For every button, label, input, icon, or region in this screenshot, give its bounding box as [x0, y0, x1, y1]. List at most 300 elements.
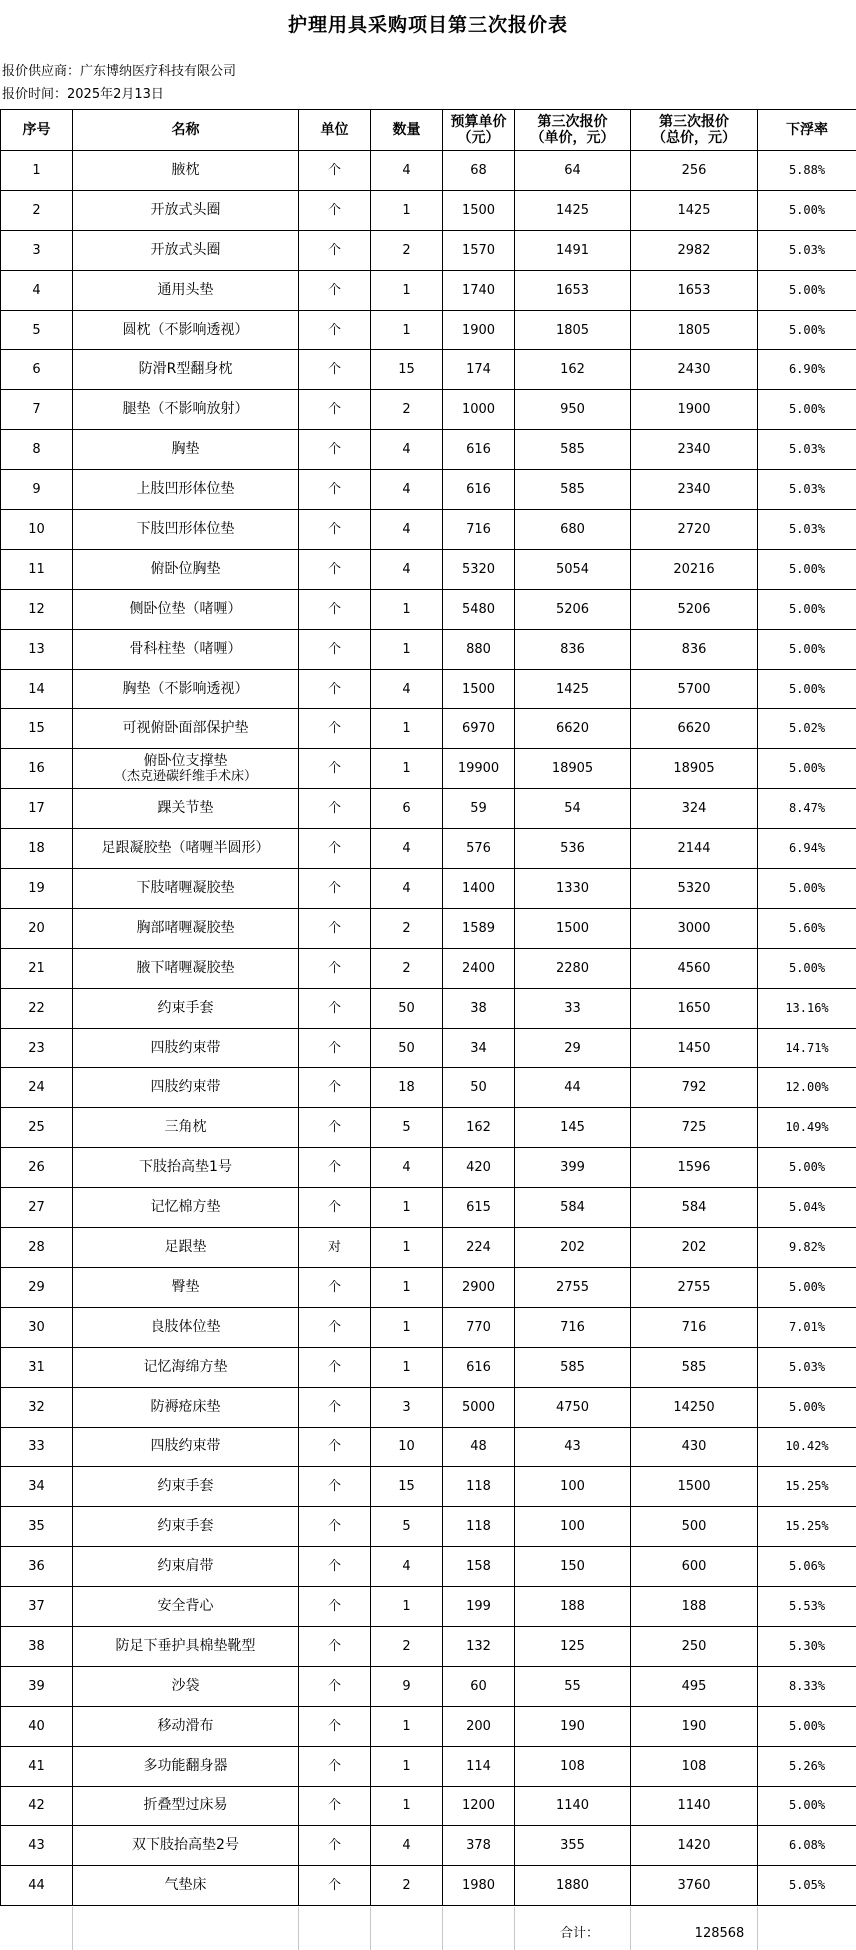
- cell-unit: 个: [299, 470, 371, 510]
- table-row: [1, 1507, 856, 1547]
- cell-name: 多功能翻身器: [73, 1746, 299, 1786]
- cell-qty: 1: [371, 1706, 443, 1746]
- cell-name: 踝关节垫: [73, 789, 299, 829]
- cell-no: 29: [1, 1267, 73, 1307]
- cell-budget-price: 576: [443, 829, 515, 869]
- table-row: [1, 1387, 856, 1427]
- table-row: [1, 390, 856, 430]
- cell-discount-rate: 5.00%: [758, 1786, 856, 1826]
- cell-third-total-price: 600: [631, 1547, 758, 1587]
- cell-qty: 4: [371, 470, 443, 510]
- cell-name: 约束手套: [73, 988, 299, 1028]
- cell-discount-rate: 5.03%: [758, 230, 856, 270]
- table-row: [1, 669, 856, 709]
- cell-no: 2: [1, 190, 73, 230]
- cell-name: 记忆海绵方垫: [73, 1347, 299, 1387]
- cell-qty: 1: [371, 1188, 443, 1228]
- cell-third-total-price: 585: [631, 1347, 758, 1387]
- cell-unit: 个: [299, 390, 371, 430]
- cell-third-unit-price: 43: [515, 1427, 631, 1467]
- cell-qty: 50: [371, 1028, 443, 1068]
- cell-no: 25: [1, 1108, 73, 1148]
- cell-qty: 1: [371, 270, 443, 310]
- cell-discount-rate: 5.00%: [758, 190, 856, 230]
- cell-discount-rate: 5.03%: [758, 510, 856, 550]
- cell-unit: 个: [299, 1028, 371, 1068]
- cell-third-total-price: 3000: [631, 908, 758, 948]
- cell-third-unit-price: 100: [515, 1467, 631, 1507]
- cell-third-unit-price: 585: [515, 1347, 631, 1387]
- table-row: [1, 549, 856, 589]
- cell-discount-rate: 15.25%: [758, 1507, 856, 1547]
- cell-no: 26: [1, 1148, 73, 1188]
- cell-budget-price: 378: [443, 1826, 515, 1866]
- cell-unit: 个: [299, 1666, 371, 1706]
- cell-unit: 个: [299, 510, 371, 550]
- cell-third-unit-price: 108: [515, 1746, 631, 1786]
- cell-qty: 10: [371, 1427, 443, 1467]
- cell-discount-rate: 6.90%: [758, 350, 856, 390]
- cell-discount-rate: 8.47%: [758, 789, 856, 829]
- cell-qty: 1: [371, 1347, 443, 1387]
- cell-third-unit-price: 584: [515, 1188, 631, 1228]
- cell-third-unit-price: 2280: [515, 948, 631, 988]
- cell-name: 开放式头圈: [73, 190, 299, 230]
- cell-name: 约束手套: [73, 1507, 299, 1547]
- cell-third-total-price: 4560: [631, 948, 758, 988]
- cell-discount-rate: 9.82%: [758, 1228, 856, 1268]
- cell-budget-price: 59: [443, 789, 515, 829]
- cell-no: 24: [1, 1068, 73, 1108]
- cell-third-unit-price: 125: [515, 1626, 631, 1666]
- cell-no: 40: [1, 1706, 73, 1746]
- cell-name: 防足下垂护具棉垫靴型: [73, 1626, 299, 1666]
- table-row: [1, 1028, 856, 1068]
- cell-qty: 18: [371, 1068, 443, 1108]
- cell-name: 通用头垫: [73, 270, 299, 310]
- cell-qty: 4: [371, 430, 443, 470]
- cell-unit: 个: [299, 230, 371, 270]
- cell-third-total-price: 1653: [631, 270, 758, 310]
- cell-no: 42: [1, 1786, 73, 1826]
- total-row-divider: [370, 1907, 371, 1950]
- cell-budget-price: 1589: [443, 908, 515, 948]
- header-label: 下浮率: [786, 122, 828, 138]
- cell-unit: 个: [299, 1387, 371, 1427]
- cell-qty: 1: [371, 310, 443, 350]
- table-row: [1, 1188, 856, 1228]
- cell-qty: 1: [371, 1746, 443, 1786]
- cell-name: 沙袋: [73, 1666, 299, 1706]
- table-row: [1, 1467, 856, 1507]
- cell-budget-price: 880: [443, 629, 515, 669]
- total-row-divider: [298, 1907, 299, 1950]
- quote-date-line: 报价时间：2025年2月13日: [2, 87, 164, 102]
- cell-no: 30: [1, 1307, 73, 1347]
- cell-no: 16: [1, 749, 73, 789]
- cell-no: 32: [1, 1387, 73, 1427]
- cell-third-unit-price: 44: [515, 1068, 631, 1108]
- cell-third-unit-price: 33: [515, 988, 631, 1028]
- cell-budget-price: 5320: [443, 549, 515, 589]
- cell-qty: 4: [371, 1547, 443, 1587]
- cell-name: 胸部啫喱凝胶垫: [73, 908, 299, 948]
- cell-unit: 个: [299, 190, 371, 230]
- cell-budget-price: 34: [443, 1028, 515, 1068]
- cell-no: 15: [1, 709, 73, 749]
- cell-unit: 个: [299, 310, 371, 350]
- cell-third-total-price: 725: [631, 1108, 758, 1148]
- cell-no: 22: [1, 988, 73, 1028]
- cell-no: 31: [1, 1347, 73, 1387]
- header-label: 第三次报价: [537, 114, 608, 130]
- cell-unit: 个: [299, 1068, 371, 1108]
- cell-unit: 个: [299, 1626, 371, 1666]
- cell-discount-rate: 7.01%: [758, 1307, 856, 1347]
- cell-budget-price: 199: [443, 1587, 515, 1627]
- cell-third-unit-price: 1140: [515, 1786, 631, 1826]
- cell-budget-price: 48: [443, 1427, 515, 1467]
- cell-third-total-price: 2430: [631, 350, 758, 390]
- cell-unit: 个: [299, 869, 371, 909]
- cell-qty: 6: [371, 789, 443, 829]
- table-row: [1, 270, 856, 310]
- cell-third-total-price: 202: [631, 1228, 758, 1268]
- cell-unit: 个: [299, 1547, 371, 1587]
- cell-no: 19: [1, 869, 73, 909]
- table-row: [1, 869, 856, 909]
- cell-name: 双下肢抬高垫2号: [73, 1826, 299, 1866]
- total-label: 合计：: [560, 1926, 600, 1941]
- cell-discount-rate: 5.30%: [758, 1626, 856, 1666]
- cell-discount-rate: 5.00%: [758, 669, 856, 709]
- header-label: 单位: [320, 122, 349, 138]
- cell-unit: 个: [299, 948, 371, 988]
- table-row: [1, 310, 856, 350]
- cell-budget-price: 1740: [443, 270, 515, 310]
- cell-third-unit-price: 585: [515, 430, 631, 470]
- table-row: [1, 1347, 856, 1387]
- cell-discount-rate: 12.00%: [758, 1068, 856, 1108]
- cell-qty: 5: [371, 1108, 443, 1148]
- cell-third-total-price: 190: [631, 1706, 758, 1746]
- cell-third-total-price: 2340: [631, 430, 758, 470]
- total-row-divider: [72, 1907, 73, 1950]
- cell-no: 33: [1, 1427, 73, 1467]
- cell-third-unit-price: 680: [515, 510, 631, 550]
- cell-third-total-price: 2755: [631, 1267, 758, 1307]
- cell-no: 21: [1, 948, 73, 988]
- header-label: 第三次报价: [659, 114, 729, 130]
- cell-no: 23: [1, 1028, 73, 1068]
- table-row: [1, 350, 856, 390]
- cell-third-unit-price: 5054: [515, 549, 631, 589]
- cell-discount-rate: 5.03%: [758, 470, 856, 510]
- cell-unit: 个: [299, 988, 371, 1028]
- cell-name: 良肢体位垫: [73, 1307, 299, 1347]
- table-row: [1, 1746, 856, 1786]
- cell-qty: 1: [371, 1228, 443, 1268]
- cell-no: 44: [1, 1866, 73, 1906]
- cell-third-unit-price: 836: [515, 629, 631, 669]
- cell-third-total-price: 1450: [631, 1028, 758, 1068]
- cell-name: 四肢约束带: [73, 1028, 299, 1068]
- item-name-subline: （杰克逊碳纤维手术床）: [113, 768, 257, 784]
- table-body: [1, 151, 856, 1906]
- table-row: [1, 430, 856, 470]
- cell-no: 17: [1, 789, 73, 829]
- cell-discount-rate: 5.00%: [758, 749, 856, 789]
- header-sublabel: （总价，元）: [652, 130, 736, 146]
- cell-qty: 2: [371, 1626, 443, 1666]
- header-row: [1, 110, 856, 151]
- cell-discount-rate: 5.26%: [758, 1746, 856, 1786]
- cell-no: 11: [1, 549, 73, 589]
- cell-no: 1: [1, 151, 73, 191]
- cell-qty: 9: [371, 1666, 443, 1706]
- cell-discount-rate: 5.00%: [758, 948, 856, 988]
- table-row: [1, 1068, 856, 1108]
- cell-qty: 4: [371, 669, 443, 709]
- cell-no: 9: [1, 470, 73, 510]
- cell-qty: 50: [371, 988, 443, 1028]
- cell-unit: 个: [299, 829, 371, 869]
- table-header: [1, 110, 856, 151]
- cell-no: 20: [1, 908, 73, 948]
- cell-no: 27: [1, 1188, 73, 1228]
- cell-no: 5: [1, 310, 73, 350]
- cell-third-total-price: 18905: [631, 749, 758, 789]
- cell-qty: 2: [371, 1866, 443, 1906]
- cell-qty: 1: [371, 1267, 443, 1307]
- cell-unit: 个: [299, 1148, 371, 1188]
- cell-name: 四肢约束带: [73, 1068, 299, 1108]
- cell-third-unit-price: 145: [515, 1108, 631, 1148]
- header-third-unit-price: [515, 110, 631, 151]
- cell-third-unit-price: 1653: [515, 270, 631, 310]
- cell-qty: 1: [371, 1786, 443, 1826]
- cell-no: 8: [1, 430, 73, 470]
- cell-discount-rate: 8.33%: [758, 1666, 856, 1706]
- cell-third-unit-price: 150: [515, 1547, 631, 1587]
- header-name: [73, 110, 299, 151]
- cell-no: 6: [1, 350, 73, 390]
- cell-third-total-price: 1425: [631, 190, 758, 230]
- cell-third-unit-price: 55: [515, 1666, 631, 1706]
- cell-qty: 4: [371, 1148, 443, 1188]
- table-row: [1, 1587, 856, 1627]
- cell-third-total-price: 1596: [631, 1148, 758, 1188]
- cell-third-unit-price: 188: [515, 1587, 631, 1627]
- cell-third-total-price: 3760: [631, 1866, 758, 1906]
- cell-unit: 个: [299, 1108, 371, 1148]
- cell-discount-rate: 5.00%: [758, 1706, 856, 1746]
- table-row: [1, 988, 856, 1028]
- cell-discount-rate: 5.00%: [758, 629, 856, 669]
- cell-unit: 个: [299, 1866, 371, 1906]
- cell-third-total-price: 5206: [631, 589, 758, 629]
- total-row-divider: [442, 1907, 443, 1950]
- table-row: [1, 510, 856, 550]
- table-row: [1, 589, 856, 629]
- total-row-divider: [630, 1907, 631, 1950]
- table-row: [1, 908, 856, 948]
- cell-name: 腿垫（不影响放射）: [73, 390, 299, 430]
- cell-no: 36: [1, 1547, 73, 1587]
- cell-third-total-price: 108: [631, 1746, 758, 1786]
- cell-qty: 2: [371, 230, 443, 270]
- cell-no: 35: [1, 1507, 73, 1547]
- cell-unit: 个: [299, 1467, 371, 1507]
- table-row: [1, 789, 856, 829]
- cell-budget-price: 616: [443, 1347, 515, 1387]
- cell-unit: 对: [299, 1228, 371, 1268]
- cell-unit: 个: [299, 1267, 371, 1307]
- cell-name: 侧卧位垫（啫喱）: [73, 589, 299, 629]
- cell-third-unit-price: 162: [515, 350, 631, 390]
- cell-no: 7: [1, 390, 73, 430]
- cell-third-unit-price: 100: [515, 1507, 631, 1547]
- cell-unit: 个: [299, 789, 371, 829]
- cell-third-total-price: 1805: [631, 310, 758, 350]
- cell-budget-price: 2400: [443, 948, 515, 988]
- cell-third-total-price: 5700: [631, 669, 758, 709]
- cell-discount-rate: 5.00%: [758, 549, 856, 589]
- cell-name: 防褥疮床垫: [73, 1387, 299, 1427]
- cell-no: 18: [1, 829, 73, 869]
- cell-third-unit-price: 64: [515, 151, 631, 191]
- cell-qty: 1: [371, 749, 443, 789]
- cell-qty: 1: [371, 1587, 443, 1627]
- document-title: 护理用具采购项目第三次报价表: [287, 13, 568, 36]
- cell-third-unit-price: 950: [515, 390, 631, 430]
- cell-no: 39: [1, 1666, 73, 1706]
- table-row: [1, 948, 856, 988]
- cell-budget-price: 50: [443, 1068, 515, 1108]
- header-label: 预算单价: [450, 114, 507, 130]
- cell-name: 约束手套: [73, 1467, 299, 1507]
- cell-qty: 1: [371, 589, 443, 629]
- cell-discount-rate: 10.49%: [758, 1108, 856, 1148]
- cell-third-unit-price: 1425: [515, 190, 631, 230]
- cell-no: 28: [1, 1228, 73, 1268]
- cell-name: 胸垫（不影响透视）: [73, 669, 299, 709]
- table-row: [1, 1427, 856, 1467]
- cell-budget-price: 5000: [443, 1387, 515, 1427]
- cell-name: 下肢抬高垫1号: [73, 1148, 299, 1188]
- cell-name: 安全背心: [73, 1587, 299, 1627]
- header-label: 数量: [392, 122, 421, 138]
- cell-discount-rate: 5.02%: [758, 709, 856, 749]
- cell-qty: 4: [371, 549, 443, 589]
- cell-third-unit-price: 29: [515, 1028, 631, 1068]
- cell-qty: 4: [371, 151, 443, 191]
- cell-name: 四肢约束带: [73, 1427, 299, 1467]
- header-sublabel: （元）: [457, 130, 500, 146]
- cell-unit: 个: [299, 1307, 371, 1347]
- cell-discount-rate: 5.00%: [758, 1148, 856, 1188]
- cell-name: 腋枕: [73, 151, 299, 191]
- cell-budget-price: 1500: [443, 190, 515, 230]
- table-row: [1, 829, 856, 869]
- cell-discount-rate: 5.00%: [758, 390, 856, 430]
- cell-third-unit-price: 6620: [515, 709, 631, 749]
- cell-budget-price: 132: [443, 1626, 515, 1666]
- header-unit: [299, 110, 371, 151]
- table-row: [1, 190, 856, 230]
- cell-third-total-price: 2720: [631, 510, 758, 550]
- cell-name: 腋下啫喱凝胶垫: [73, 948, 299, 988]
- table-row: [1, 1547, 856, 1587]
- cell-budget-price: 6970: [443, 709, 515, 749]
- cell-third-unit-price: 355: [515, 1826, 631, 1866]
- cell-budget-price: 19900: [443, 749, 515, 789]
- cell-name: 臀垫: [73, 1267, 299, 1307]
- cell-name: 约束肩带: [73, 1547, 299, 1587]
- cell-third-unit-price: 5206: [515, 589, 631, 629]
- table-row: [1, 1626, 856, 1666]
- cell-discount-rate: 5.04%: [758, 1188, 856, 1228]
- cell-name: 胸垫: [73, 430, 299, 470]
- cell-third-total-price: 836: [631, 629, 758, 669]
- cell-unit: 个: [299, 1826, 371, 1866]
- cell-third-unit-price: 54: [515, 789, 631, 829]
- cell-qty: 1: [371, 709, 443, 749]
- total-value: 128568: [694, 1926, 745, 1941]
- cell-name: 三角枕: [73, 1108, 299, 1148]
- cell-discount-rate: 5.88%: [758, 151, 856, 191]
- cell-budget-price: 1200: [443, 1786, 515, 1826]
- cell-discount-rate: 5.03%: [758, 430, 856, 470]
- cell-budget-price: 716: [443, 510, 515, 550]
- cell-unit: 个: [299, 589, 371, 629]
- cell-budget-price: 420: [443, 1148, 515, 1188]
- cell-qty: 15: [371, 350, 443, 390]
- cell-name: 圆枕（不影响透视）: [73, 310, 299, 350]
- cell-third-total-price: 250: [631, 1626, 758, 1666]
- cell-unit: 个: [299, 350, 371, 390]
- cell-third-total-price: 430: [631, 1427, 758, 1467]
- cell-qty: 1: [371, 629, 443, 669]
- cell-no: 10: [1, 510, 73, 550]
- cell-unit: 个: [299, 549, 371, 589]
- cell-budget-price: 1400: [443, 869, 515, 909]
- cell-unit: 个: [299, 1587, 371, 1627]
- cell-budget-price: 5480: [443, 589, 515, 629]
- cell-third-total-price: 584: [631, 1188, 758, 1228]
- cell-third-total-price: 1650: [631, 988, 758, 1028]
- cell-unit: 个: [299, 151, 371, 191]
- cell-unit: 个: [299, 709, 371, 749]
- cell-unit: 个: [299, 908, 371, 948]
- cell-qty: 3: [371, 1387, 443, 1427]
- cell-third-total-price: 6620: [631, 709, 758, 749]
- cell-third-unit-price: 202: [515, 1228, 631, 1268]
- cell-third-unit-price: 1330: [515, 869, 631, 909]
- cell-discount-rate: 6.08%: [758, 1826, 856, 1866]
- cell-third-unit-price: 536: [515, 829, 631, 869]
- cell-third-unit-price: 1491: [515, 230, 631, 270]
- cell-discount-rate: 13.16%: [758, 988, 856, 1028]
- cell-budget-price: 60: [443, 1666, 515, 1706]
- cell-budget-price: 1900: [443, 310, 515, 350]
- cell-discount-rate: 15.25%: [758, 1467, 856, 1507]
- cell-discount-rate: 5.00%: [758, 270, 856, 310]
- header-no: [1, 110, 73, 151]
- cell-third-total-price: 1900: [631, 390, 758, 430]
- cell-qty: 4: [371, 510, 443, 550]
- cell-unit: 个: [299, 1746, 371, 1786]
